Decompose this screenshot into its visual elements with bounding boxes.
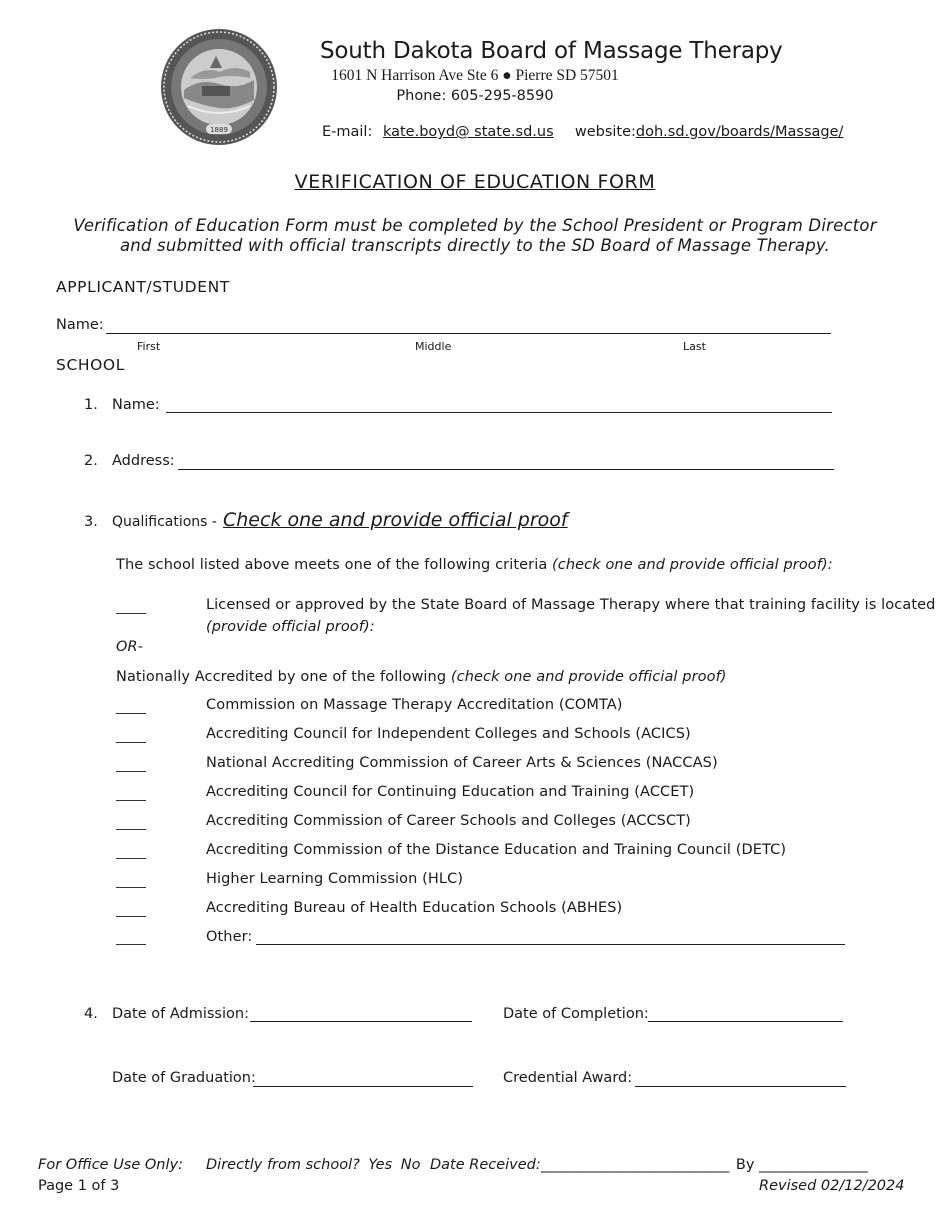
date-admission-label: Date of Admission: bbox=[112, 1006, 249, 1022]
email-link[interactable]: kate.boyd@ state.sd.us bbox=[382, 124, 554, 140]
accreditor-option-label: Accrediting Commission of Career Schools and Colleges (ACCSCT) bbox=[206, 813, 691, 829]
accreditor-checkbox[interactable] bbox=[116, 713, 146, 714]
organization-name: South Dakota Board of Massage Therapy bbox=[320, 38, 783, 64]
revised-date: Revised 02/12/2024 bbox=[759, 1178, 905, 1194]
date-admission-field[interactable] bbox=[250, 1021, 472, 1022]
accreditor-checkbox[interactable] bbox=[116, 916, 146, 917]
licensed-checkbox[interactable] bbox=[116, 613, 146, 614]
item-3-number: 3. bbox=[84, 514, 98, 530]
office-use-label: For Office Use Only: bbox=[38, 1157, 183, 1173]
date-received-label: Date Received: bbox=[430, 1157, 541, 1173]
accreditor-option-label: Accrediting Council for Independent Colleges and Schools (ACICS) bbox=[206, 726, 691, 742]
no-option[interactable]: No bbox=[400, 1157, 421, 1173]
email-label: E-mail: bbox=[322, 124, 373, 140]
directly-from-school bbox=[206, 1157, 421, 1173]
accreditor-checkbox[interactable] bbox=[116, 887, 146, 888]
school-address-label: Address: bbox=[112, 453, 175, 469]
last-name-caption: Last bbox=[683, 340, 706, 353]
qualifications-instruction: Check one and provide official proof bbox=[223, 509, 568, 531]
other-checkbox[interactable] bbox=[116, 944, 146, 945]
national-intro bbox=[116, 669, 727, 685]
accreditor-checkbox[interactable] bbox=[116, 829, 146, 830]
page-number: Page 1 of 3 bbox=[38, 1178, 120, 1194]
website-label: website: bbox=[574, 124, 636, 140]
accreditor-option-label: Accrediting Commission of the Distance Education and Training Council (DETC) bbox=[206, 842, 787, 858]
item-4-number: 4. bbox=[84, 1006, 98, 1022]
other-field[interactable] bbox=[256, 944, 845, 945]
form-intro bbox=[60, 216, 890, 256]
criteria-intro-note: (check one and provide official proof): bbox=[552, 557, 833, 573]
credential-award-field[interactable] bbox=[635, 1086, 846, 1087]
date-graduation-field[interactable] bbox=[253, 1086, 473, 1087]
school-name-label: Name: bbox=[112, 397, 160, 413]
qualifications-label: Qualifications - bbox=[112, 514, 217, 530]
directly-label: Directly from school? bbox=[206, 1157, 360, 1173]
form-title: VERIFICATION OF EDUCATION FORM bbox=[294, 171, 656, 193]
date-received-field[interactable]: __________________________ bbox=[540, 1157, 730, 1173]
accreditor-option-label: National Accrediting Commission of Career Arts & Sciences (NACCAS) bbox=[206, 755, 718, 771]
by-field[interactable]: _______________ bbox=[759, 1157, 868, 1173]
yes-option[interactable]: Yes bbox=[368, 1157, 393, 1173]
applicant-name-field[interactable] bbox=[106, 333, 831, 334]
website-link[interactable]: doh.sd.gov/boards/Massage/ bbox=[635, 124, 844, 140]
date-completion-label: Date of Completion: bbox=[503, 1006, 649, 1022]
intro-line-1: Verification of Education Form must be completed by the School President or Program Director bbox=[73, 216, 877, 235]
licensed-option-line-1: Licensed or approved by the State Board of Massage Therapy where that training facility is located bbox=[206, 597, 936, 613]
by-label: By bbox=[735, 1157, 755, 1173]
state-seal-icon bbox=[160, 28, 278, 146]
school-address-field[interactable] bbox=[178, 469, 834, 470]
criteria-intro bbox=[116, 557, 833, 573]
criteria-intro-text: The school listed above meets one of the following criteria bbox=[116, 557, 548, 573]
credential-award-label: Credential Award: bbox=[503, 1070, 633, 1086]
applicant-heading: APPLICANT/STUDENT bbox=[56, 278, 230, 296]
national-intro-text: Nationally Accredited by one of the following bbox=[116, 669, 447, 685]
middle-name-caption: Middle bbox=[415, 340, 452, 353]
accreditor-option-label: Accrediting Council for Continuing Education and Training (ACCET) bbox=[206, 784, 695, 800]
date-completion-field[interactable] bbox=[648, 1021, 843, 1022]
applicant-name-label: Name: bbox=[56, 317, 104, 333]
accreditor-checkbox[interactable] bbox=[116, 858, 146, 859]
intro-line-2: and submitted with official transcripts directly to the SD Board of Massage Therapy. bbox=[119, 236, 831, 255]
date-received bbox=[430, 1157, 868, 1173]
accreditor-option-label: Accrediting Bureau of Health Education Schools (ABHES) bbox=[206, 900, 623, 916]
date-graduation-label: Date of Graduation: bbox=[112, 1070, 256, 1086]
contact-line bbox=[322, 124, 843, 140]
national-intro-note: (check one and provide official proof) bbox=[450, 669, 727, 685]
or-separator: OR- bbox=[116, 639, 144, 655]
accreditor-option-label: Commission on Massage Therapy Accreditation (COMTA) bbox=[206, 697, 623, 713]
accreditor-checkbox[interactable] bbox=[116, 800, 146, 801]
first-name-caption: First bbox=[137, 340, 161, 353]
organization-phone: Phone: 605-295-8590 bbox=[396, 88, 554, 104]
organization-address: 1601 N Harrison Ave Ste 6 ● Pierre SD 57501 bbox=[331, 67, 619, 84]
item-2-number: 2. bbox=[84, 453, 98, 469]
accreditor-checkbox[interactable] bbox=[116, 742, 146, 743]
accreditor-checkbox[interactable] bbox=[116, 771, 146, 772]
seal-year: 1889 bbox=[210, 126, 228, 134]
school-heading: SCHOOL bbox=[56, 356, 125, 374]
school-name-field[interactable] bbox=[166, 412, 832, 413]
other-label: Other: bbox=[206, 929, 253, 945]
accreditor-option-label: Higher Learning Commission (HLC) bbox=[206, 871, 464, 887]
item-1-number: 1. bbox=[84, 397, 98, 413]
licensed-option-line-2: (provide official proof): bbox=[206, 619, 375, 635]
